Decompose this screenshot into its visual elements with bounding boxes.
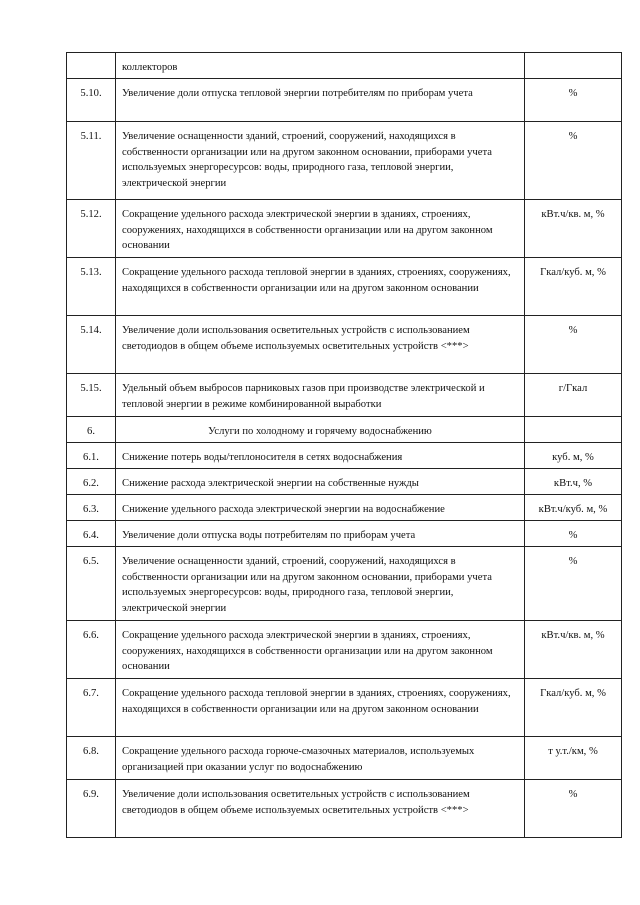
unit-cell: Гкал/куб. м, % — [525, 258, 622, 316]
unit-cell: Гкал/куб. м, % — [525, 679, 622, 737]
unit-cell: кВт.ч, % — [525, 469, 622, 495]
unit-cell: % — [525, 79, 622, 122]
indicators-table — [66, 52, 622, 838]
row-number: 6.2. — [67, 469, 116, 495]
table-row — [67, 122, 622, 200]
table-row — [67, 374, 622, 417]
row-number: 5.12. — [67, 200, 116, 258]
indicator-text: Увеличение оснащенности зданий, строений, сооружений, находящихся в собственности организации или на другом законном основании, приборами учета используемых энергоресурсов: воды, природного газа, тепловой энергии, электрической энергии — [116, 122, 525, 200]
table-row — [67, 679, 622, 737]
row-number: 5.11. — [67, 122, 116, 200]
row-number: 5.15. — [67, 374, 116, 417]
table-row — [67, 469, 622, 495]
indicator-text: Сокращение удельного расхода электрической энергии в зданиях, строениях, сооружениях, находящихся в собственности организации или на другом законном основании — [116, 200, 525, 258]
table-row — [67, 53, 622, 79]
row-number: 6.9. — [67, 780, 116, 838]
table-row — [67, 200, 622, 258]
unit-cell — [525, 53, 622, 79]
row-number: 5.13. — [67, 258, 116, 316]
unit-cell: % — [525, 316, 622, 374]
indicator-text: Снижение потерь воды/теплоносителя в сетях водоснабжения — [116, 443, 525, 469]
indicator-text: Увеличение доли отпуска тепловой энергии потребителям по приборам учета — [116, 79, 525, 122]
indicator-text: Сокращение удельного расхода тепловой энергии в зданиях, строениях, сооружениях, находящихся в собственности организации или на другом законном основании — [116, 258, 525, 316]
section-number: 6. — [67, 417, 116, 443]
row-number: 5.10. — [67, 79, 116, 122]
table-row — [67, 79, 622, 122]
indicator-text: Сокращение удельного расхода тепловой энергии в зданиях, строениях, сооружениях, находящихся в собственности организации или на другом законном основании — [116, 679, 525, 737]
row-number: 6.4. — [67, 521, 116, 547]
unit-cell — [525, 417, 622, 443]
unit-cell: кВт.ч/куб. м, % — [525, 495, 622, 521]
indicator-text: Увеличение доли отпуска воды потребителям по приборам учета — [116, 521, 525, 547]
indicator-text: Увеличение доли использования осветительных устройств с использованием светодиодов в общем объеме используемых осветительных устройств <***> — [116, 780, 525, 838]
indicator-text: Увеличение доли использования осветительных устройств с использованием светодиодов в общем объеме используемых осветительных устройств <***> — [116, 316, 525, 374]
table-row — [67, 521, 622, 547]
row-number: 6.5. — [67, 547, 116, 621]
unit-cell: % — [525, 521, 622, 547]
unit-cell: куб. м, % — [525, 443, 622, 469]
row-number: 6.1. — [67, 443, 116, 469]
table-row — [67, 547, 622, 621]
indicator-text: Снижение расхода электрической энергии на собственные нужды — [116, 469, 525, 495]
table-row — [67, 258, 622, 316]
row-number: 6.3. — [67, 495, 116, 521]
table-row — [67, 495, 622, 521]
row-number: 5.14. — [67, 316, 116, 374]
table-row — [67, 443, 622, 469]
section-row — [67, 417, 622, 443]
indicator-text: Снижение удельного расхода электрической энергии на водоснабжение — [116, 495, 525, 521]
row-number: 6.7. — [67, 679, 116, 737]
indicator-text: Удельный объем выбросов парниковых газов при производстве электрической и тепловой энергии в режиме комбинированной выработки — [116, 374, 525, 417]
indicator-text: Сокращение удельного расхода электрической энергии в зданиях, строениях, сооружениях, находящихся в собственности организации или на другом законном основании — [116, 621, 525, 679]
unit-cell: % — [525, 122, 622, 200]
indicator-text: Сокращение удельного расхода горюче-смазочных материалов, используемых организацией при оказании услуг по водоснабжению — [116, 737, 525, 780]
section-title: Услуги по холодному и горячему водоснабжению — [116, 417, 525, 443]
row-number: 6.6. — [67, 621, 116, 679]
unit-cell: % — [525, 780, 622, 838]
table-row — [67, 621, 622, 679]
table-row — [67, 316, 622, 374]
unit-cell: кВт.ч/кв. м, % — [525, 621, 622, 679]
unit-cell: т у.т./км, % — [525, 737, 622, 780]
row-number: 6.8. — [67, 737, 116, 780]
unit-cell: г/Гкал — [525, 374, 622, 417]
row-number — [67, 53, 116, 79]
table-row — [67, 737, 622, 780]
unit-cell: кВт.ч/кв. м, % — [525, 200, 622, 258]
table-row — [67, 780, 622, 838]
unit-cell: % — [525, 547, 622, 621]
indicator-text: коллекторов — [116, 53, 525, 79]
indicator-text: Увеличение оснащенности зданий, строений, сооружений, находящихся в собственности организации или на другом законном основании, приборами учета используемых энергоресурсов: воды, природного газа, тепловой энергии, электрической энергии — [116, 547, 525, 621]
